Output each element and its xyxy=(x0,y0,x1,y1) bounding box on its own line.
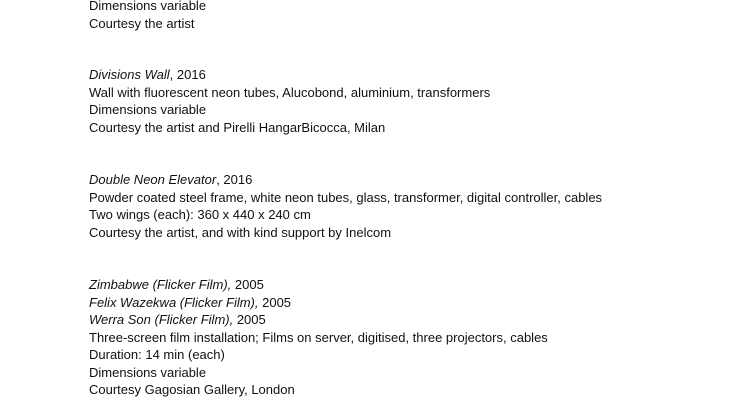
materials-line: Wall with fluorescent neon tubes, Alucobond, aluminium, transformers xyxy=(89,84,491,100)
work-title-line xyxy=(89,171,602,189)
artwork-entry xyxy=(89,276,548,399)
artwork-entry xyxy=(89,66,490,136)
materials-line: Powder coated steel frame, white neon tubes, glass, transformer, digital controller, cables xyxy=(89,189,603,205)
work-title-line xyxy=(89,294,548,312)
work-title: Double Neon Elevator xyxy=(89,172,217,187)
work-title: Werra Son (Flicker Film), xyxy=(89,312,234,327)
dimensions-line: Two wings (each): 360 x 440 x 240 cm xyxy=(89,207,311,222)
work-title-line xyxy=(89,66,490,84)
artwork-entry xyxy=(89,171,602,241)
dimensions-line: Dimensions variable xyxy=(89,364,207,380)
work-title: Zimbabwe (Flicker Film), xyxy=(89,277,232,292)
work-title-line xyxy=(89,276,548,294)
duration-line: Duration: 14 min (each) xyxy=(89,347,225,362)
work-year: 2005 xyxy=(233,312,266,327)
work-title: Felix Wazekwa (Flicker Film), xyxy=(89,294,259,310)
work-year: , 2016 xyxy=(169,67,206,82)
courtesy-line: Courtesy the artist and Pirelli HangarBicocca, Milan xyxy=(89,119,386,135)
artwork-entry xyxy=(89,0,206,32)
courtesy-line: Courtesy the artist, and with kind support by Inelcom xyxy=(89,224,392,240)
work-year: 2005 xyxy=(258,294,292,310)
work-title: Divisions Wall xyxy=(89,67,170,82)
work-title-line xyxy=(89,311,548,329)
materials-line: Three-screen film installation; Films on server, digitised, three projectors, cables xyxy=(89,329,548,345)
work-year: , 2016 xyxy=(216,172,253,187)
courtesy-line: Courtesy Gagosian Gallery, London xyxy=(89,382,295,397)
courtesy-line: Courtesy the artist xyxy=(89,15,195,31)
dimensions-line: Dimensions variable xyxy=(89,102,207,117)
work-year: 2005 xyxy=(231,277,264,292)
dimensions-line: Dimensions variable xyxy=(89,0,207,13)
